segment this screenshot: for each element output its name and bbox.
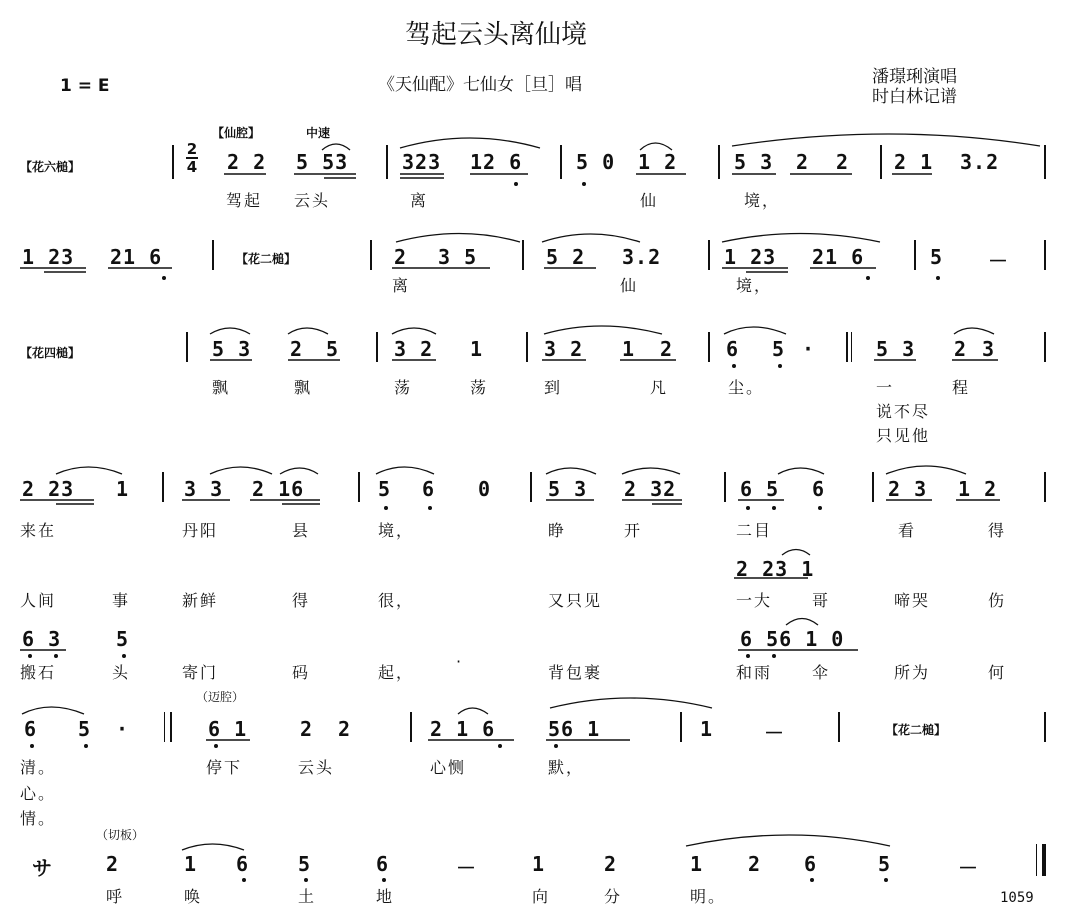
underlines xyxy=(20,174,1000,740)
lyric: 来在 xyxy=(20,521,57,540)
note: 2 xyxy=(300,717,314,741)
lyric-alt: 得 xyxy=(292,591,311,610)
slur xyxy=(22,707,84,714)
note: 5 xyxy=(116,627,130,651)
slur xyxy=(786,619,818,626)
note: 5 xyxy=(772,337,786,361)
note: 1 xyxy=(532,852,546,876)
note: 5 xyxy=(930,245,944,269)
note: 1 xyxy=(690,852,704,876)
lyric: 仙 xyxy=(640,191,659,210)
lyric: 境， xyxy=(744,191,781,210)
octave-dot xyxy=(732,364,736,368)
lyric: 地 xyxy=(376,887,395,906)
note-group: 12 6 xyxy=(470,150,523,174)
lyric: 所为 xyxy=(894,663,931,682)
lyric: 心恻 xyxy=(430,758,467,777)
note-group: 2 3 xyxy=(888,477,928,501)
note-group: 1 2 xyxy=(638,150,678,174)
lyric: 尘。 xyxy=(728,378,765,397)
lyric-alt: 人间 xyxy=(20,591,57,610)
octave-dot xyxy=(84,744,88,748)
octave-dot xyxy=(746,654,750,658)
note: 6 xyxy=(804,852,818,876)
note: 1 xyxy=(184,852,198,876)
slur xyxy=(56,467,122,474)
note-group: 2 1 xyxy=(894,150,934,174)
slur xyxy=(546,468,596,474)
slur xyxy=(210,467,272,474)
note-group: 2 2 xyxy=(227,150,267,174)
lyric: 驾起 xyxy=(226,191,263,210)
slur xyxy=(622,468,680,474)
section-label: 【花四槌】 xyxy=(20,346,81,360)
lyric: 明。 xyxy=(690,887,727,906)
octave-dot xyxy=(382,878,386,882)
slur xyxy=(210,328,250,334)
lyric: 唤 xyxy=(184,887,203,906)
slur xyxy=(376,467,434,474)
slur xyxy=(686,835,890,846)
note: 6 xyxy=(726,337,740,361)
note-group: 1 2 xyxy=(958,477,998,501)
dot: · xyxy=(802,337,816,361)
slur xyxy=(542,234,640,242)
note-group: 3 5 xyxy=(438,245,478,269)
page-number: 1059 xyxy=(1000,890,1034,906)
note: 1 xyxy=(116,477,130,501)
tempo-mode: 【仙腔】 xyxy=(212,126,261,140)
lyric-alt: 伤 xyxy=(988,591,1007,610)
section-label: 【花二槌】 xyxy=(886,723,947,737)
time-sig-bottom: 4 xyxy=(186,158,198,176)
note: 5 xyxy=(326,337,340,361)
lyric-alt: 很， xyxy=(378,591,415,610)
lyric: 伞 xyxy=(812,663,831,682)
lyric: 离 xyxy=(392,276,411,295)
note-group: 3.2 xyxy=(960,150,1000,174)
note-group: 5 3 xyxy=(734,150,774,174)
note-group: 6 5 xyxy=(740,477,780,501)
slur xyxy=(396,234,520,243)
note: 2 xyxy=(338,717,352,741)
lyric-alt: 心。 xyxy=(20,784,57,803)
lyric: 睁 xyxy=(548,521,567,540)
note: 5 xyxy=(878,852,892,876)
slur xyxy=(724,327,786,334)
note: 2 xyxy=(604,852,618,876)
lyric-alt: 新鲜 xyxy=(182,591,219,610)
octave-dot xyxy=(304,878,308,882)
slur xyxy=(544,326,662,334)
slur xyxy=(550,698,712,708)
dot: · xyxy=(116,717,130,741)
note: 6 xyxy=(376,852,390,876)
note: 2 xyxy=(836,150,850,174)
slur xyxy=(288,328,328,334)
note-group: 6 56 1 0 xyxy=(740,627,845,651)
note-group: 3 2 xyxy=(394,337,434,361)
octave-dots xyxy=(28,182,940,882)
dash: － xyxy=(988,249,1009,273)
octave-dot xyxy=(582,182,586,186)
lyric: 何 xyxy=(988,663,1007,682)
lyric: 境， xyxy=(378,521,415,540)
octave-dot xyxy=(778,364,782,368)
note: 6 xyxy=(24,717,38,741)
section-label: 【花六槌】 xyxy=(20,160,81,174)
lyric: 背包裹 xyxy=(548,663,603,682)
page-title: 驾起云头离仙境 xyxy=(405,20,588,50)
note-group: 21 6 xyxy=(110,245,163,269)
slur xyxy=(954,328,994,334)
note-group: 2 32 xyxy=(624,477,677,501)
slur xyxy=(392,328,436,334)
slur xyxy=(322,144,350,150)
lyric: 荡 xyxy=(470,378,489,397)
slur xyxy=(722,234,880,243)
note-group: 2 1 6 xyxy=(430,717,496,741)
lyric-alt: 一大 xyxy=(736,591,773,610)
lyric-alt: 又只见 xyxy=(548,591,603,610)
note-group: 5 3 xyxy=(548,477,588,501)
octave-dot xyxy=(214,744,218,748)
note: 2 xyxy=(660,337,674,361)
note-group: 1 23 xyxy=(724,245,777,269)
note: 5 xyxy=(78,717,92,741)
lyric: 开 xyxy=(624,521,643,540)
alt-note-group: 2 23 1 xyxy=(736,557,815,581)
lyric: 默， xyxy=(548,758,585,777)
lyric: 离 xyxy=(410,191,429,210)
octave-dot xyxy=(242,878,246,882)
octave-dot xyxy=(746,506,750,510)
lyric: 县 xyxy=(292,521,311,540)
octave-dot xyxy=(866,276,870,280)
lyric: 丹阳 xyxy=(182,521,219,540)
note-group: 5 0 xyxy=(576,150,616,174)
slur xyxy=(400,138,540,148)
lyric: 飘 xyxy=(212,378,231,397)
octave-dot xyxy=(936,276,940,280)
note: 2 xyxy=(290,337,304,361)
slur xyxy=(280,468,318,474)
note-group: 5 3 xyxy=(212,337,252,361)
lyric: 荡 xyxy=(394,378,413,397)
note: 1 xyxy=(470,337,484,361)
octave-dot xyxy=(162,276,166,280)
dash: － xyxy=(456,856,477,880)
section-label: 【花二槌】 xyxy=(236,252,297,266)
tempo-speed: 中速 xyxy=(306,126,331,140)
lyric-alt: 只见他 xyxy=(876,426,931,445)
slur xyxy=(732,134,1040,146)
lyric-alt: 哥 xyxy=(812,591,831,610)
note-group: 5 53 xyxy=(296,150,349,174)
lyric: 看 xyxy=(898,521,917,540)
slur xyxy=(886,466,966,474)
note-group: 56 1 xyxy=(548,717,601,741)
lyric-alt: 情。 xyxy=(20,809,57,828)
singer-credit: 潘璟琍演唱 xyxy=(872,67,957,87)
octave-dot xyxy=(122,654,126,658)
note: 0 xyxy=(478,477,492,501)
note-group: 6 3 xyxy=(22,627,62,651)
note-group: 21 6 xyxy=(812,245,865,269)
performance-marking: （迈腔） xyxy=(196,690,245,704)
dash: － xyxy=(958,856,979,880)
lyric-alt: 说不尽 xyxy=(876,402,931,421)
note: 2 xyxy=(748,852,762,876)
lyric: 一 xyxy=(876,378,895,397)
note-group: 1 23 xyxy=(22,245,75,269)
slur xyxy=(778,468,824,474)
lyric: 搬石 xyxy=(20,663,57,682)
lyric: 云头 xyxy=(298,758,335,777)
octave-dot xyxy=(810,878,814,882)
octave-dot xyxy=(818,506,822,510)
note: 5 xyxy=(298,852,312,876)
octave-dot xyxy=(498,744,502,748)
octave-dot xyxy=(514,182,518,186)
free-meter-mark: サ xyxy=(32,856,53,880)
lyric: 向 xyxy=(532,887,551,906)
lyric: 码 xyxy=(292,663,311,682)
note-group: 3 2 xyxy=(544,337,584,361)
note: 2 xyxy=(954,337,968,361)
note: 2 xyxy=(796,150,810,174)
lyric: 头 xyxy=(112,663,131,682)
lyric-mark: · xyxy=(456,652,464,671)
lyric: 寄门 xyxy=(182,663,219,682)
note-group: 5 3 xyxy=(876,337,916,361)
octave-dot xyxy=(54,654,58,658)
note: 6 xyxy=(422,477,436,501)
lyric: 停下 xyxy=(206,758,243,777)
lyric-alt: 事 xyxy=(112,591,131,610)
lyric: 到 xyxy=(544,378,563,397)
lyric: 凡 xyxy=(650,378,669,397)
slurs xyxy=(22,134,1040,850)
key-signature: 1 = E xyxy=(60,76,110,96)
lyric: 土 xyxy=(298,887,317,906)
lyric: 得 xyxy=(988,521,1007,540)
note: 6 xyxy=(236,852,250,876)
note-group: 323 xyxy=(402,150,442,174)
lyric: 和雨 xyxy=(736,663,773,682)
note-group: 3 3 xyxy=(184,477,224,501)
lyric: 呼 xyxy=(106,887,125,906)
note-group: 2 23 xyxy=(22,477,75,501)
octave-dot xyxy=(384,506,388,510)
note-group: 2 16 xyxy=(252,477,305,501)
note-group: 3.2 xyxy=(622,245,662,269)
lyric: 二目 xyxy=(736,521,773,540)
opera-source: 《天仙配》七仙女［旦］唱 xyxy=(378,75,582,95)
octave-dot xyxy=(772,654,776,658)
lyric: 云头 xyxy=(294,191,331,210)
lyric: 程 xyxy=(952,378,971,397)
note: 1 xyxy=(700,717,714,741)
time-sig-top: 2 xyxy=(186,140,198,158)
slur xyxy=(182,844,244,850)
notator-credit: 时白林记谱 xyxy=(872,87,957,107)
lyric-alt: 啼哭 xyxy=(894,591,931,610)
octave-dot xyxy=(772,506,776,510)
note: 3 xyxy=(982,337,996,361)
slur xyxy=(458,708,488,714)
note: 6 xyxy=(812,477,826,501)
lyric: 清。 xyxy=(20,758,57,777)
lyric: 仙 xyxy=(620,276,639,295)
octave-dot xyxy=(884,878,888,882)
lyric: 飘 xyxy=(294,378,313,397)
note: 1 xyxy=(622,337,636,361)
note-group: 6 1 xyxy=(208,717,248,741)
note: 5 xyxy=(378,477,392,501)
lyric: 分 xyxy=(604,887,623,906)
octave-dot xyxy=(30,744,34,748)
lyric: 起， xyxy=(378,663,415,682)
note: 2 xyxy=(394,245,408,269)
note-group: 5 2 xyxy=(546,245,586,269)
dash: － xyxy=(764,721,785,745)
octave-dot xyxy=(554,744,558,748)
lyric: 境， xyxy=(736,276,773,295)
slur xyxy=(782,550,810,556)
octave-dot xyxy=(428,506,432,510)
performance-marking: （切板） xyxy=(96,828,145,842)
slur xyxy=(640,143,672,150)
note: 2 xyxy=(106,852,120,876)
octave-dot xyxy=(28,654,32,658)
